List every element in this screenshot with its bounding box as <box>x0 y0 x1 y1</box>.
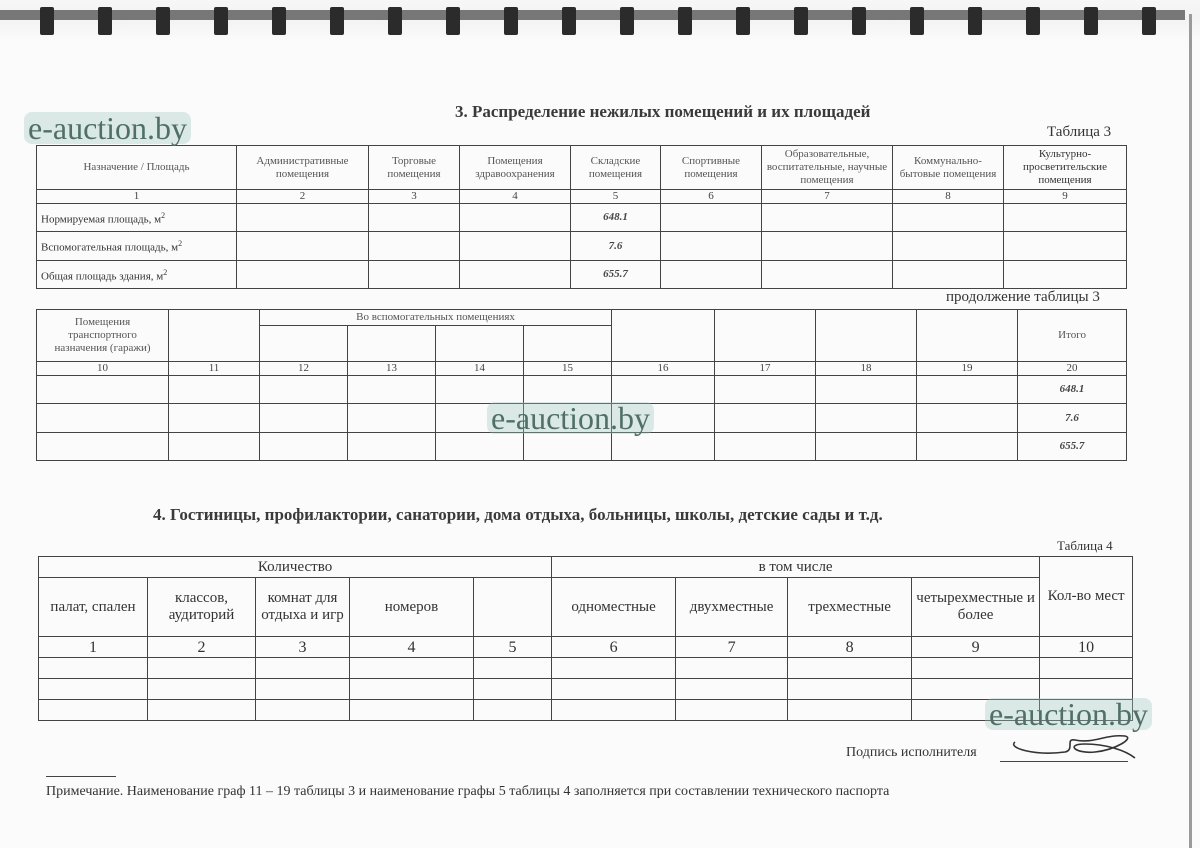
cell <box>893 204 1004 232</box>
table4-header: трехместные <box>788 578 912 637</box>
cell <box>348 404 436 433</box>
cell <box>676 679 788 700</box>
table4-header <box>474 578 552 637</box>
total-cell: 7.6 <box>1018 404 1127 433</box>
cell <box>436 433 524 461</box>
cell <box>37 376 169 404</box>
cell <box>350 700 474 721</box>
cell <box>260 376 348 404</box>
cell <box>148 658 256 679</box>
cell <box>369 204 460 232</box>
table4-header: комнат для отдыха и игр <box>256 578 350 637</box>
column-number: 18 <box>816 362 917 376</box>
table3-number-row <box>37 190 1127 204</box>
table4-header: номеров <box>350 578 474 637</box>
unit-sup: 2 <box>161 210 166 220</box>
continuation-header-row <box>37 310 1127 326</box>
table3-header <box>260 326 348 362</box>
group-header: в том числе <box>552 557 1040 578</box>
table4-header: двухместные <box>676 578 788 637</box>
column-number: 4 <box>460 190 571 204</box>
cell <box>816 404 917 433</box>
table3 <box>36 145 1127 289</box>
cell <box>237 232 369 261</box>
cell <box>788 679 912 700</box>
table3-caption: Таблица 3 <box>1047 124 1112 140</box>
table3-header: Культурно-просветительские помещения <box>1004 146 1127 190</box>
cell <box>348 376 436 404</box>
cell <box>552 679 676 700</box>
table3-continuation-caption: продолжение таблицы 3 <box>946 289 1100 305</box>
column-number: 5 <box>571 190 661 204</box>
cell <box>148 700 256 721</box>
page-edge <box>1189 14 1192 848</box>
column-number: 8 <box>788 637 912 658</box>
table4-header: одноместные <box>552 578 676 637</box>
cell <box>917 404 1018 433</box>
cell <box>350 658 474 679</box>
column-number: 12 <box>260 362 348 376</box>
cell <box>39 700 148 721</box>
cell: 648.1 <box>571 204 661 232</box>
cell <box>169 376 260 404</box>
table-row <box>39 658 1133 679</box>
cell <box>260 433 348 461</box>
column-number: 13 <box>348 362 436 376</box>
total-cell: 648.1 <box>1018 376 1127 404</box>
table-row <box>37 232 1127 261</box>
table4 <box>38 556 1133 721</box>
binding-ring <box>214 7 228 35</box>
column-number: 9 <box>912 637 1040 658</box>
cell <box>715 433 816 461</box>
table4-header: Кол-во мест <box>1040 557 1133 637</box>
footnote: Примечание. Наименование граф 11 – 19 таблицы 3 и наименование графы 5 таблицы 4 заполняется при составлении технического паспорта <box>46 784 890 799</box>
spiral-binding <box>0 0 1200 42</box>
cell <box>917 433 1018 461</box>
table4-number-row <box>39 637 1133 658</box>
column-number: 4 <box>350 637 474 658</box>
total-cell: 655.7 <box>1018 433 1127 461</box>
binding-ring <box>446 7 460 35</box>
binding-ring <box>794 7 808 35</box>
table3-header <box>612 310 715 362</box>
column-number: 10 <box>1040 637 1133 658</box>
table-row <box>37 261 1127 289</box>
cell <box>37 404 169 433</box>
cell <box>1040 658 1133 679</box>
cell: 7.6 <box>571 232 661 261</box>
cell <box>715 404 816 433</box>
watermark: e-auction.by <box>487 402 654 434</box>
table3-continuation <box>36 309 1127 461</box>
binding-ring <box>852 7 866 35</box>
table3-header: Помещения здравоохранения <box>460 146 571 190</box>
row-label <box>37 261 237 289</box>
table3-header <box>917 310 1018 362</box>
cell <box>917 376 1018 404</box>
table3-header: Административные помещения <box>237 146 369 190</box>
cell <box>893 232 1004 261</box>
column-number: 7 <box>762 190 893 204</box>
binding-ring <box>678 7 692 35</box>
cell <box>237 204 369 232</box>
binding-ring <box>504 7 518 35</box>
row-label-text: Вспомогательная площадь, <box>41 241 172 254</box>
column-number: 1 <box>39 637 148 658</box>
cell <box>788 700 912 721</box>
cell <box>348 433 436 461</box>
column-number: 2 <box>148 637 256 658</box>
row-label-text: Общая площадь здания, <box>41 270 157 283</box>
cell <box>169 433 260 461</box>
column-number: 9 <box>1004 190 1127 204</box>
table3-header: Спортивные помещения <box>661 146 762 190</box>
cell <box>369 232 460 261</box>
cell <box>762 232 893 261</box>
column-number: 17 <box>715 362 816 376</box>
row-label <box>37 204 237 232</box>
binding-ring <box>910 7 924 35</box>
cell <box>676 658 788 679</box>
cell <box>661 261 762 289</box>
cell <box>552 658 676 679</box>
cell <box>474 679 552 700</box>
cell <box>460 204 571 232</box>
cell <box>1004 204 1127 232</box>
unit: м <box>154 213 162 226</box>
signature-label: Подпись исполнителя <box>846 745 977 760</box>
table3-header <box>348 326 436 362</box>
binding-ring <box>156 7 170 35</box>
cell <box>256 679 350 700</box>
table3-header-row <box>37 146 1127 190</box>
table-row <box>39 679 1133 700</box>
table3-header: Итого <box>1018 310 1127 362</box>
binding-ring <box>1142 7 1156 35</box>
section3-title: 3. Распределение нежилых помещений и их площадей <box>455 102 871 121</box>
column-number: 20 <box>1018 362 1127 376</box>
table3-header: Торговые помещения <box>369 146 460 190</box>
section4-title: 4. Гостиницы, профилактории, санатории, дома отдыха, больницы, школы, детские сады и т.д. <box>153 505 883 524</box>
column-number: 8 <box>893 190 1004 204</box>
cell <box>37 433 169 461</box>
table3-header: Образовательные, воспитательные, научные помещения <box>762 146 893 190</box>
cell <box>661 204 762 232</box>
row-label <box>37 232 237 261</box>
binding-ring <box>388 7 402 35</box>
cell <box>893 261 1004 289</box>
cell <box>256 658 350 679</box>
cell <box>39 658 148 679</box>
watermark: e-auction.by <box>24 112 191 144</box>
binding-ring <box>272 7 286 35</box>
note-divider <box>46 776 116 777</box>
table4-header: четырехместные и более <box>912 578 1040 637</box>
table3-header <box>715 310 816 362</box>
binding-strip <box>0 10 1185 20</box>
unit-sup: 2 <box>178 239 183 249</box>
column-number: 19 <box>917 362 1018 376</box>
table-row <box>37 433 1127 461</box>
group-header: Во вспомогательных помещениях <box>260 310 612 326</box>
column-number: 14 <box>436 362 524 376</box>
table3-header <box>169 310 260 362</box>
cell <box>524 433 612 461</box>
cell <box>369 261 460 289</box>
cell <box>912 658 1040 679</box>
cell <box>148 679 256 700</box>
table-row <box>37 204 1127 232</box>
cell <box>816 376 917 404</box>
table4-caption: Таблица 4 <box>1057 538 1113 553</box>
column-number: 3 <box>369 190 460 204</box>
cell <box>1004 261 1127 289</box>
column-number: 6 <box>661 190 762 204</box>
row-label-text: Нормируемая площадь, <box>41 213 155 226</box>
binding-ring <box>968 7 982 35</box>
column-number: 11 <box>169 362 260 376</box>
binding-ring <box>1084 7 1098 35</box>
cell <box>816 433 917 461</box>
cell <box>474 658 552 679</box>
table3-header <box>436 326 524 362</box>
cell <box>676 700 788 721</box>
cell <box>169 404 260 433</box>
cell <box>474 700 552 721</box>
cell <box>460 261 571 289</box>
table3-header <box>524 326 612 362</box>
cell <box>552 700 676 721</box>
cell <box>237 261 369 289</box>
cell <box>762 204 893 232</box>
table3-header: Помещения транспортного назначения (гаражи) <box>37 310 169 362</box>
cell <box>256 700 350 721</box>
cell <box>39 679 148 700</box>
binding-ring <box>40 7 54 35</box>
table3-header: Складские помещения <box>571 146 661 190</box>
column-number: 3 <box>256 637 350 658</box>
column-number: 10 <box>37 362 169 376</box>
column-number: 1 <box>37 190 237 204</box>
column-number: 5 <box>474 637 552 658</box>
continuation-number-row <box>37 362 1127 376</box>
column-number: 6 <box>552 637 676 658</box>
binding-ring <box>736 7 750 35</box>
unit: м <box>156 270 164 283</box>
binding-ring <box>98 7 112 35</box>
table4-header: классов, аудиторий <box>148 578 256 637</box>
cell <box>350 679 474 700</box>
table-row <box>39 700 1133 721</box>
cell <box>788 658 912 679</box>
signature-scribble-icon <box>1005 730 1145 766</box>
cell <box>460 232 571 261</box>
table4-header-row <box>39 578 1133 637</box>
binding-ring <box>1026 7 1040 35</box>
binding-ring <box>562 7 576 35</box>
cell <box>762 261 893 289</box>
cell <box>1004 232 1127 261</box>
table4-header: палат, спален <box>39 578 148 637</box>
table4-group-row <box>39 557 1133 578</box>
cell <box>715 376 816 404</box>
watermark: e-auction.by <box>985 698 1152 730</box>
table3-header <box>816 310 917 362</box>
table3-header: Назначение / Площадь <box>37 146 237 190</box>
column-number: 15 <box>524 362 612 376</box>
binding-ring <box>620 7 634 35</box>
cell <box>661 232 762 261</box>
table3-header: Коммунально-бытовые помещения <box>893 146 1004 190</box>
group-header: Количество <box>39 557 552 578</box>
cell: 655.7 <box>571 261 661 289</box>
column-number: 16 <box>612 362 715 376</box>
unit-sup: 2 <box>163 267 168 277</box>
unit: м <box>171 241 179 254</box>
column-number: 2 <box>237 190 369 204</box>
cell <box>260 404 348 433</box>
binding-ring <box>330 7 344 35</box>
cell <box>612 433 715 461</box>
column-number: 7 <box>676 637 788 658</box>
